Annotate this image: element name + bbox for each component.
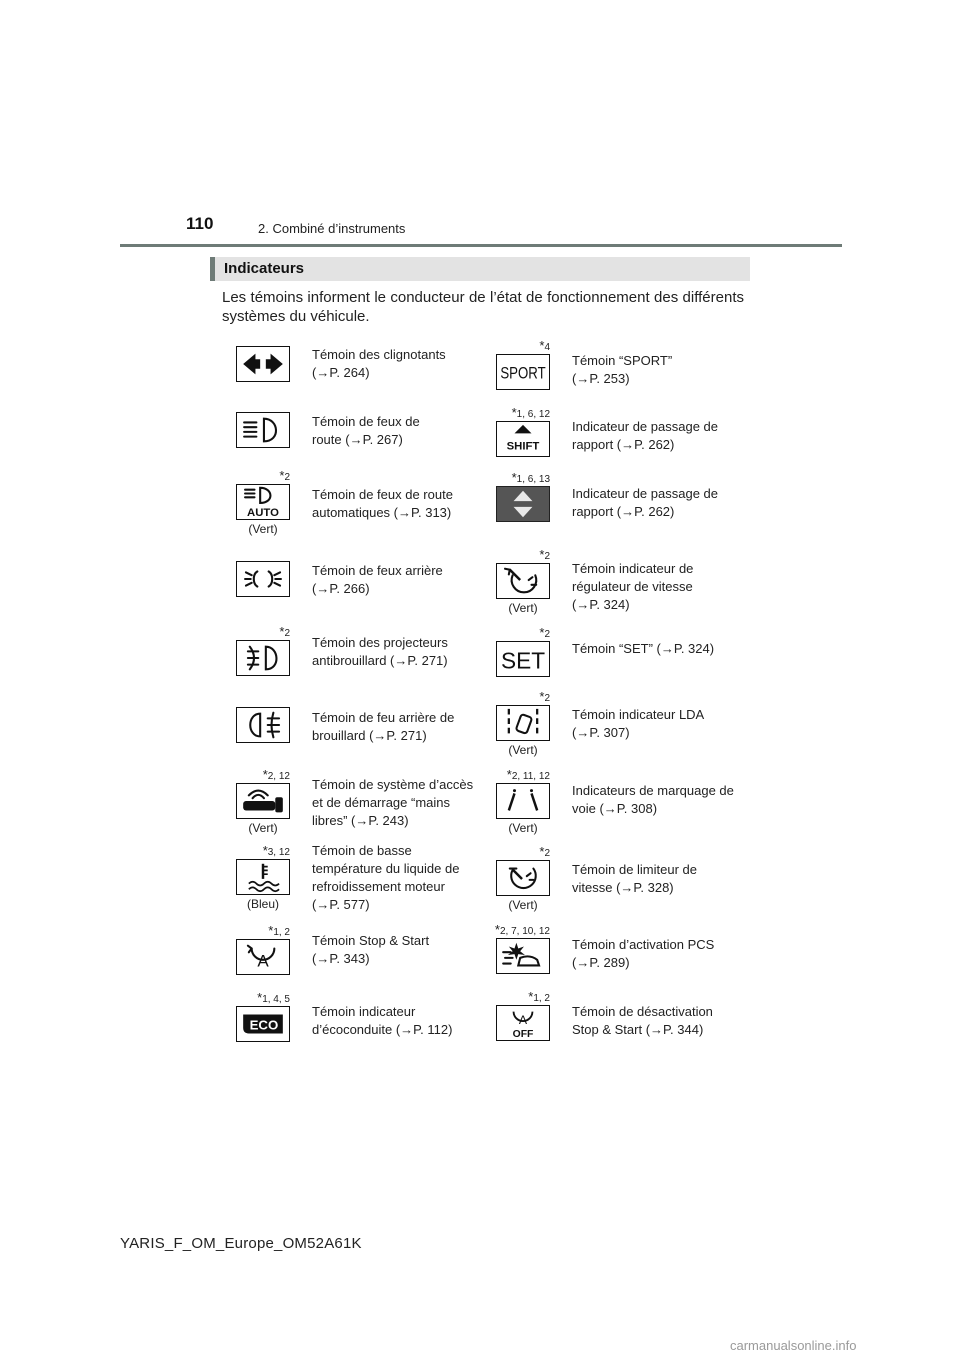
svg-text:A: A [257,951,269,971]
description-line: Témoin de système d’accès [312,777,474,792]
description-line: Témoin “SET” (→P. 324) [572,641,715,656]
footnote-star: * [511,405,517,420]
description-line: libres” (→P. 243) [312,813,409,828]
heading-title: Indicateurs [224,260,305,277]
description-line: Témoin de limiteur de [572,862,697,877]
description-line: Témoin indicateur LDA [572,707,705,722]
footnote-marker [480,844,550,859]
footnote-marker [480,767,550,782]
footnote-number: 2 [544,848,550,859]
footnote-number: 1, 6, 13 [516,474,550,485]
footnote-number: 2 [284,472,290,483]
footnote-star: * [539,844,545,859]
footnote-star: * [539,547,545,562]
cruise-control-icon [496,563,550,599]
svg-text:A: A [518,1012,528,1027]
description-line: (→P. 264) [312,365,370,380]
high-beam-icon [236,412,290,448]
description-line: vitesse (→P. 328) [572,880,674,895]
indicator-description [312,932,492,968]
stop-start-icon [236,939,290,975]
shift-indicator-icon [496,421,550,457]
lda-icon [496,705,550,741]
description-line: (→P. 343) [312,951,370,966]
footnote-number: 2, 11, 12 [511,771,550,782]
footnote-marker [220,923,290,938]
indicator-description [572,485,752,521]
eco-icon [236,1006,290,1042]
description-line: rapport (→P. 262) [572,437,675,452]
description-line: antibrouillard (→P. 271) [312,653,448,668]
indicator-description [312,413,492,449]
indicator-description [312,634,492,670]
icon-color-label: (Vert) [508,601,538,615]
icon-color-label: (Vert) [508,743,538,757]
footnote-marker [220,624,290,639]
stop-start-off-icon [496,1005,550,1041]
indicator-description [312,562,492,598]
description-line: brouillard (→P. 271) [312,728,427,743]
description-line: Témoin indicateur [312,1004,416,1019]
footnote-marker [480,547,550,562]
indicator-description [572,782,752,818]
footnote-number: 2 [544,551,550,562]
footnote-number: 2, 7, 10, 12 [499,926,550,937]
description-line: d’écoconduite (→P. 112) [312,1022,453,1037]
footnote-marker [480,922,550,937]
footnote-marker [220,990,290,1005]
indicator-description [572,861,752,897]
footnote-marker [480,989,550,1004]
description-line: automatiques (→P. 313) [312,505,452,520]
footer-code: YARIS_F_OM_Europe_OM52A61K [120,1235,362,1252]
tail-light-icon [236,561,290,597]
page-number: 110 [186,214,214,233]
intro-paragraph: Les témoins informent le conducteur de l’état de fonctionnement des différents systèmes du véhicule. [222,289,744,325]
footnote-number: 4 [544,342,550,353]
indicator-description [572,418,752,454]
lane-marking-icon [496,783,550,819]
description-line: rapport (→P. 262) [572,504,675,519]
description-line: Témoin Stop & Start [312,933,430,948]
svg-text:AUTO: AUTO [247,507,279,520]
footnote-star: * [539,338,545,353]
front-fog-light-icon [236,640,290,676]
footnote-marker [220,843,290,858]
description-line: Témoin des projecteurs [312,635,448,650]
icon-color-label: (Bleu) [246,897,279,911]
indicator-description [572,352,752,388]
footnote-number: 2 [544,629,550,640]
heading-accent [210,257,215,281]
description-line: Stop & Start (→P. 344) [572,1022,704,1037]
description-line: Témoin de basse [312,843,412,858]
footnote-star: * [262,843,268,858]
header-rule [120,244,842,247]
rear-fog-light-icon [236,707,290,743]
description-line: Témoin de feux de [312,414,420,429]
svg-text:SET: SET [500,647,546,674]
indicator-description [312,842,492,914]
heading-bar [210,257,750,281]
indicator-description [312,709,492,745]
footnote-star: * [539,689,545,704]
watermark: carmanualsonline.info [730,1338,857,1353]
footnote-marker [480,405,550,420]
footnote-number: 2 [544,693,550,704]
description-line: Témoin des clignotants [312,347,446,362]
description-line: (→P. 307) [572,725,630,740]
footnote-marker [220,468,290,483]
footnote-marker [480,470,550,485]
description-line: Indicateurs de marquage de [572,783,734,798]
footnote-star: * [279,624,285,639]
indicator-description [312,346,492,382]
description-line: régulateur de vitesse [572,579,693,594]
footnote-star: * [494,922,500,937]
footnote-number: 2, 12 [267,771,290,782]
footnote-star: * [262,767,268,782]
icon-color-label: (Vert) [508,821,538,835]
icon-color-label: (Vert) [248,522,278,536]
footnote-number: 1, 2 [273,927,290,938]
svg-text:SHIFT: SHIFT [506,440,540,453]
icon-color-label: (Vert) [508,898,538,912]
footnote-marker [480,689,550,704]
footnote-number: 1, 6, 12 [516,409,550,420]
indicator-description [572,706,752,742]
footnote-star: * [268,923,274,938]
smart-entry-key-icon [236,783,290,819]
footnote-number: 3, 12 [267,847,290,858]
description-line: (→P. 577) [312,897,370,912]
description-line: et de démarrage “mains [312,795,451,810]
indicator-description [312,1003,492,1039]
footnote-star: * [506,767,512,782]
footnote-star: * [528,989,534,1004]
svg-text:ECO: ECO [249,1017,279,1033]
pcs-icon [496,938,550,974]
icon-color-label: (Vert) [248,821,278,835]
description-line: Témoin indicateur de [572,561,694,576]
svg-text:OFF: OFF [512,1029,534,1041]
description-line: Témoin de feu arrière de [312,710,455,725]
section-title: 2. Combiné d’instruments [258,221,406,236]
low-coolant-temp-icon [236,859,290,895]
indicator-description [572,640,752,658]
footnote-number: 2 [284,628,290,639]
indicator-description [572,1003,752,1039]
indicator-description [312,486,492,522]
description-line: Témoin de feux de route [312,487,453,502]
description-line: Témoin de feux arrière [312,563,443,578]
auto-high-beam-icon [236,484,290,520]
description-line: (→P. 253) [572,371,630,386]
indicator-description [572,936,752,972]
description-line: Témoin de désactivation [572,1004,713,1019]
shift-arrows-icon [496,486,550,522]
description-line: (→P. 289) [572,955,630,970]
description-line: (→P. 324) [572,597,630,612]
sport-icon [496,354,550,390]
footnote-marker [480,625,550,640]
description-line: refroidissement moteur [312,879,445,894]
description-line: Indicateur de passage de [572,419,718,434]
footnote-star: * [511,470,517,485]
set-icon [496,641,550,677]
turn-signal-icon [236,346,290,382]
footnote-star: * [279,468,285,483]
footnote-star: * [539,625,545,640]
description-line: route (→P. 267) [312,432,403,447]
indicator-description [312,776,492,830]
footnote-marker [220,767,290,782]
description-line: température du liquide de [312,861,460,876]
description-line: (→P. 266) [312,581,370,596]
indicator-description [572,560,752,614]
footnote-number: 1, 4, 5 [262,994,290,1005]
footnote-marker [480,338,550,353]
description-line: Témoin “SPORT” [572,353,673,368]
description-line: Témoin d’activation PCS [572,937,715,952]
description-line: Indicateur de passage de [572,486,718,501]
svg-text:SPORT: SPORT [500,363,546,383]
footnote-number: 1, 2 [533,993,550,1004]
footnote-star: * [257,990,263,1005]
description-line: voie (→P. 308) [572,801,658,816]
speed-limiter-icon [496,860,550,896]
